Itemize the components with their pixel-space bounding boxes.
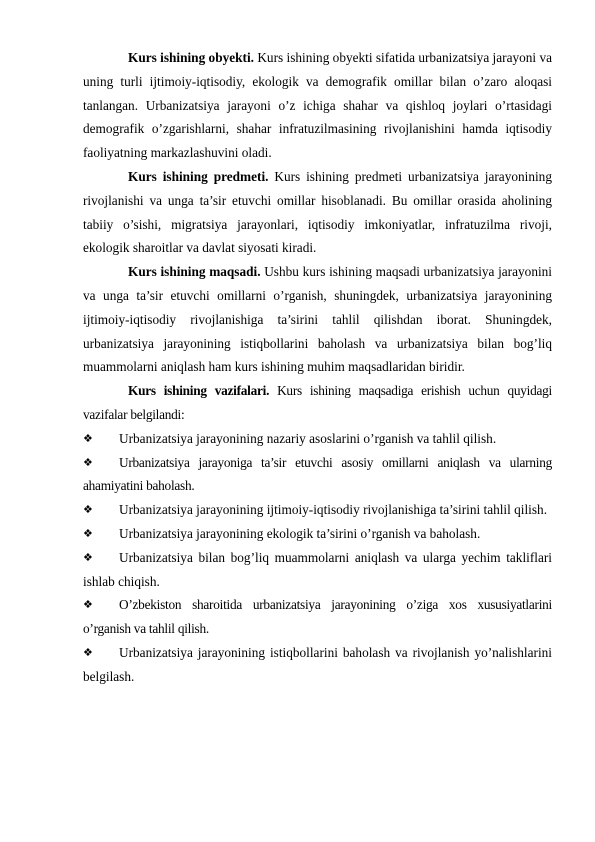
- diamond-bullet-icon: ❖: [83, 598, 93, 612]
- text-subject: Kurs ishining predmeti urbanizatsiya jarayonining rivojlanishi va unga ta’sir etuvchi omillar hisoblanadi. Bu omillar orasida aholining tabiiy o’sishi, migratsiya jarayonlari, iqtisodiy imkoniyatlar, infratuzilma rivoji, ekologik sharoitlar va davlat siyosati kiradi.: [83, 168, 552, 256]
- list-item: [83, 522, 552, 546]
- diamond-bullet-icon: ❖: [83, 503, 93, 517]
- diamond-bullet-icon: ❖: [83, 550, 93, 564]
- heading-object: Kurs ishining obyekti.: [128, 50, 254, 65]
- text-object: Kurs ishining obyekti sifatida urbanizatsiya jarayoni va uning turli ijtimoiy-iqtisodiy, ekologik va demografik omillar bilan o’zaro aloqasi tanlangan. Urbanizatsiya jarayoni o’z ichiga shahar va qishloq joylari o’rtasidagi demografik o’zgarishlarni, shahar infratuzilmasining rivojlanishini hamda iqtisodiy faoliyatning markazlashuvini oladi.: [83, 50, 552, 161]
- list-item: [83, 546, 552, 594]
- paragraph-goal: [83, 260, 552, 379]
- list-item: [83, 641, 552, 689]
- paragraph-object: [83, 46, 552, 165]
- list-item: [83, 451, 552, 499]
- diamond-bullet-icon: ❖: [83, 645, 93, 659]
- list-item: [83, 498, 552, 522]
- diamond-bullet-icon: ❖: [83, 455, 93, 469]
- document-page: [83, 46, 552, 689]
- list-item-text: Urbanizatsiya bilan bog’liq muammolarni aniqlash va ularga yechim takliflari ishlab chiqish.: [83, 549, 552, 589]
- heading-tasks: Kurs ishining vazifalari.: [128, 383, 270, 399]
- list-item-text: Urbanizatsiya jarayonining ijtimoiy-iqtisodiy rivojlanishiga ta’sirini tahlil qilish.: [119, 502, 548, 518]
- list-item-text: Urbanizatsiya jarayonining nazariy asoslarini o’rganish va tahlil qilish.: [119, 430, 497, 446]
- diamond-bullet-icon: ❖: [83, 526, 93, 540]
- diamond-bullet-icon: ❖: [83, 431, 93, 445]
- text-goal: Ushbu kurs ishining maqsadi urbanizatsiya jarayonini va unga ta’sir etuvchi omillarni o’rganish, shuningdek, urbanizatsiya jarayonining ijtimoiy-iqtisodiy rivojlanishiga ta’sirini tahlil qilishdan iborat. Shuningdek, urbanizatsiya jarayonining istiqbollarini baholash va urbanizatsiya bilan bog’liq muammolarni aniqlash ham kurs ishining muhim maqsadlaridan biridir.: [83, 264, 552, 375]
- heading-subject: Kurs ishining predmeti.: [128, 168, 269, 184]
- text-tasks: Kurs ishining maqsadiga erishish uchun quyidagi vazifalar belgilandi:: [83, 383, 553, 422]
- list-item: [83, 427, 552, 451]
- list-item-text: Urbanizatsiya jarayoniga ta’sir etuvchi asosiy omillarni aniqlash va ularning ahamiyatini baholash.: [83, 454, 552, 494]
- list-item-text: O’zbekiston sharoitida urbanizatsiya jarayonining o’ziga xos xususiyatlarini o’rganish va tahlil qilish.: [83, 597, 552, 637]
- list-item-text: Urbanizatsiya jarayonining istiqbollarini baholash va rivojlanish yo’nalishlarini belgilash.: [83, 644, 552, 684]
- heading-goal: Kurs ishining maqsadi.: [128, 264, 261, 280]
- list-item: [83, 593, 552, 641]
- paragraph-tasks: [83, 379, 552, 427]
- paragraph-subject: [83, 165, 552, 260]
- list-item-text: Urbanizatsiya jarayonining ekologik ta’sirini o’rganish va baholash.: [119, 525, 481, 541]
